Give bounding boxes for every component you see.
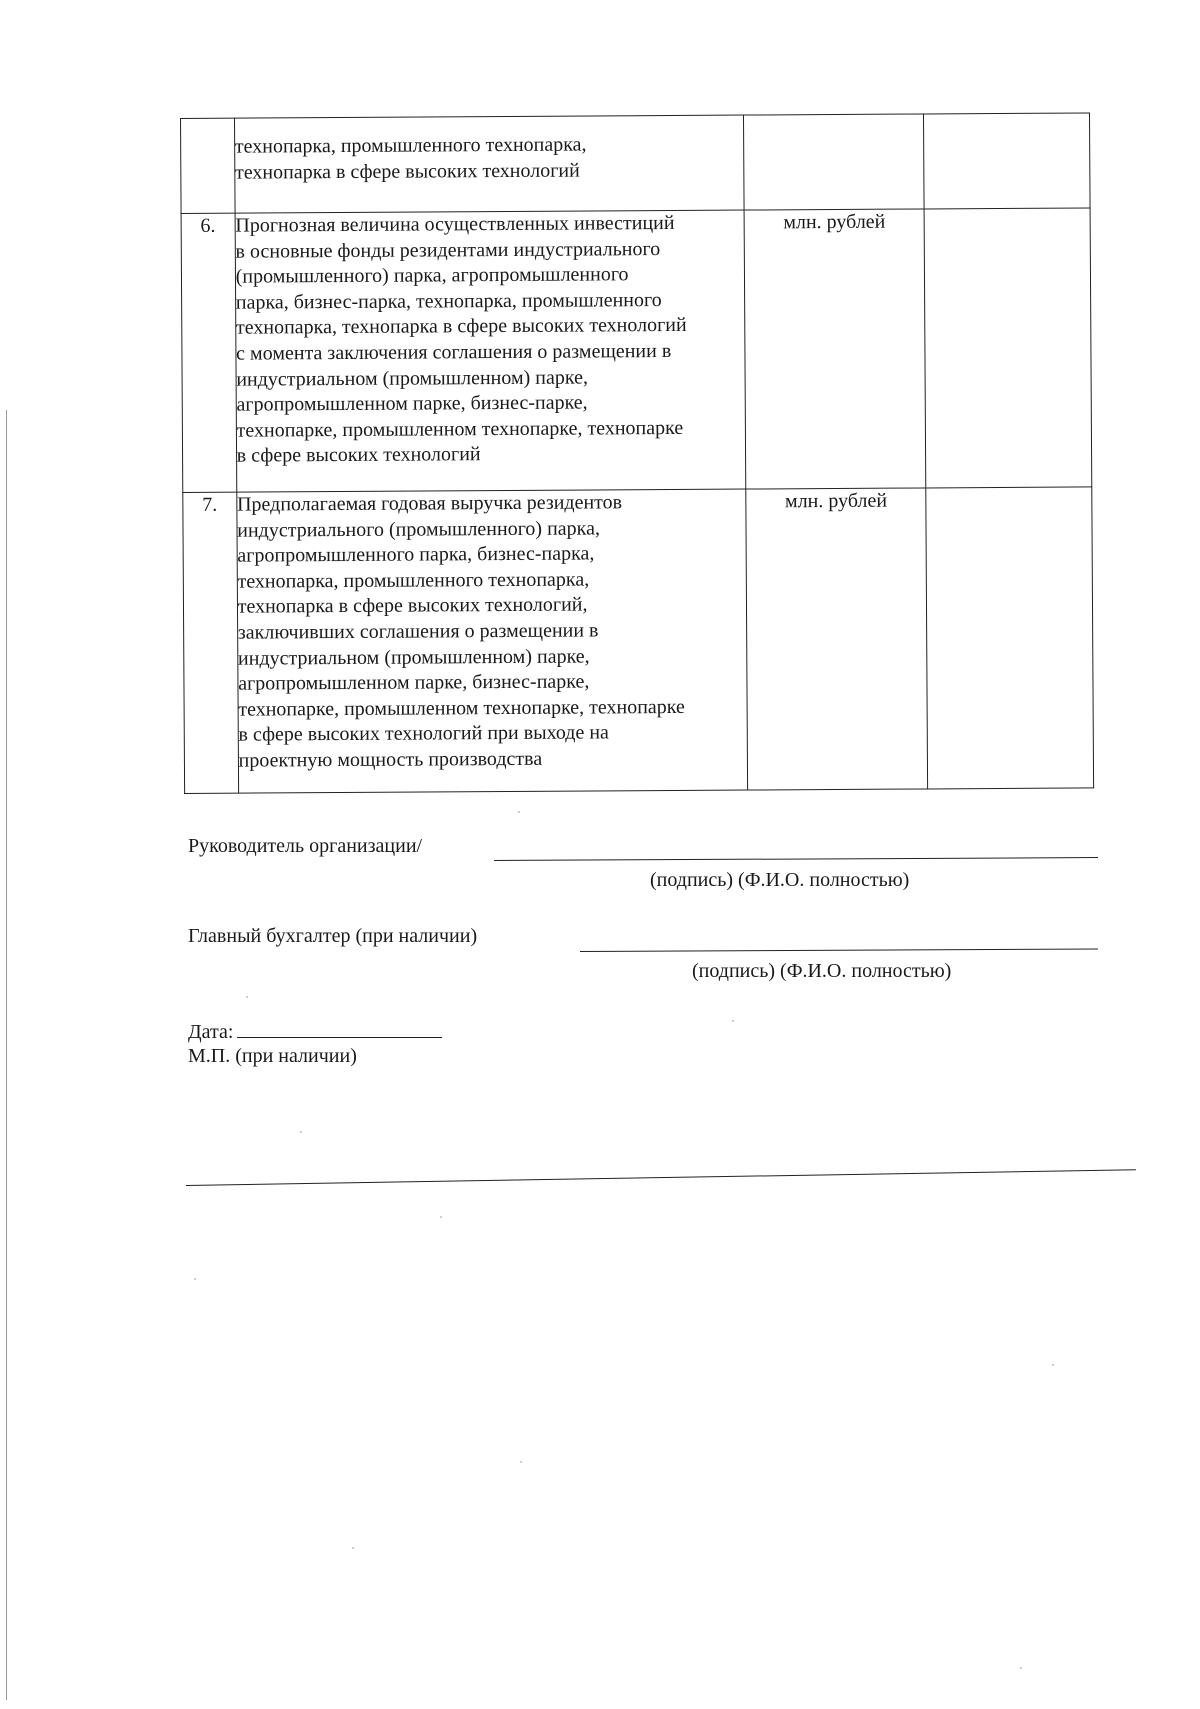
description-line: технопарке, промышленном технопарке, технопарке xyxy=(238,695,685,721)
description-line: индустриальном (промышленном) парке, xyxy=(237,645,590,670)
description-line: проектную мощность производства xyxy=(238,747,543,772)
head-signature-caption: (подпись) (Ф.И.О. полностью) xyxy=(650,869,910,891)
scan-speck xyxy=(300,1131,302,1133)
row-unit: млн. рублей xyxy=(744,209,926,489)
description-line: агропромышленном парке, бизнес-парке, xyxy=(236,391,588,416)
description-line: технопарка, технопарка в сфере высоких технологий xyxy=(235,314,687,340)
description-line: Прогнозная величина осуществленных инвестиций xyxy=(235,211,675,237)
description-line: Предполагаемая годовая выручка резидентов xyxy=(236,491,623,516)
description-line: агропромышленного парка, бизнес-парка, xyxy=(237,542,595,567)
head-label: Руководитель организации/ xyxy=(188,835,423,857)
scan-speck xyxy=(732,1020,734,1022)
description-line: в сфере высоких технологий xyxy=(236,443,481,468)
accountant-label: Главный бухгалтер (при наличии) xyxy=(188,925,478,947)
scan-speck xyxy=(440,1216,442,1218)
date-field xyxy=(188,1019,442,1044)
description-line: с момента заключения соглашения о размещении в xyxy=(236,339,672,365)
row-number: 7. xyxy=(183,492,239,793)
description-line: технопарка, промышленного технопарка, xyxy=(237,568,590,593)
accountant-signature-caption: (подпись) (Ф.И.О. полностью) xyxy=(692,960,952,982)
head-signature-line xyxy=(494,857,1098,861)
scan-speck xyxy=(194,1278,196,1280)
row-number: 6. xyxy=(181,213,236,492)
description-line: технопарке, промышленном технопарке, технопарке xyxy=(236,416,684,442)
description-line: (промышленного) парка, агропромышленного xyxy=(235,263,629,288)
scan-speck xyxy=(246,996,248,998)
stamp-label: М.П. (при наличии) xyxy=(188,1045,357,1067)
description-line: технопарка в сфере высоких технологий xyxy=(234,159,580,184)
description-line: технопарка в сфере высоких технологий, xyxy=(237,593,588,619)
row-unit: млн. рублей xyxy=(746,488,928,790)
date-label: Дата: xyxy=(188,1021,234,1043)
scan-speck xyxy=(1052,1364,1054,1366)
scan-speck xyxy=(1020,1667,1022,1669)
description-line: парка, бизнес-парка, технопарка, промышленного xyxy=(235,288,662,314)
description-line: индустриальном (промышленном) парке, xyxy=(236,366,589,391)
scan-speck xyxy=(518,811,520,813)
description-line: в основные фонды резидентами индустриального xyxy=(235,237,661,263)
description-line: в сфере высоких технологий при выходе на xyxy=(238,721,609,746)
description-line: индустриального (промышленного) парка, xyxy=(237,517,600,542)
date-line xyxy=(237,1019,442,1038)
description-line: технопарка, промышленного технопарка, xyxy=(234,133,587,158)
description-line: агропромышленном парке, бизнес-парке, xyxy=(238,670,590,695)
description-line: заключивших соглашения о размещении в xyxy=(237,619,599,644)
accountant-signature-line xyxy=(580,948,1098,952)
scan-speck xyxy=(520,1461,522,1463)
scan-speck xyxy=(352,1547,354,1549)
